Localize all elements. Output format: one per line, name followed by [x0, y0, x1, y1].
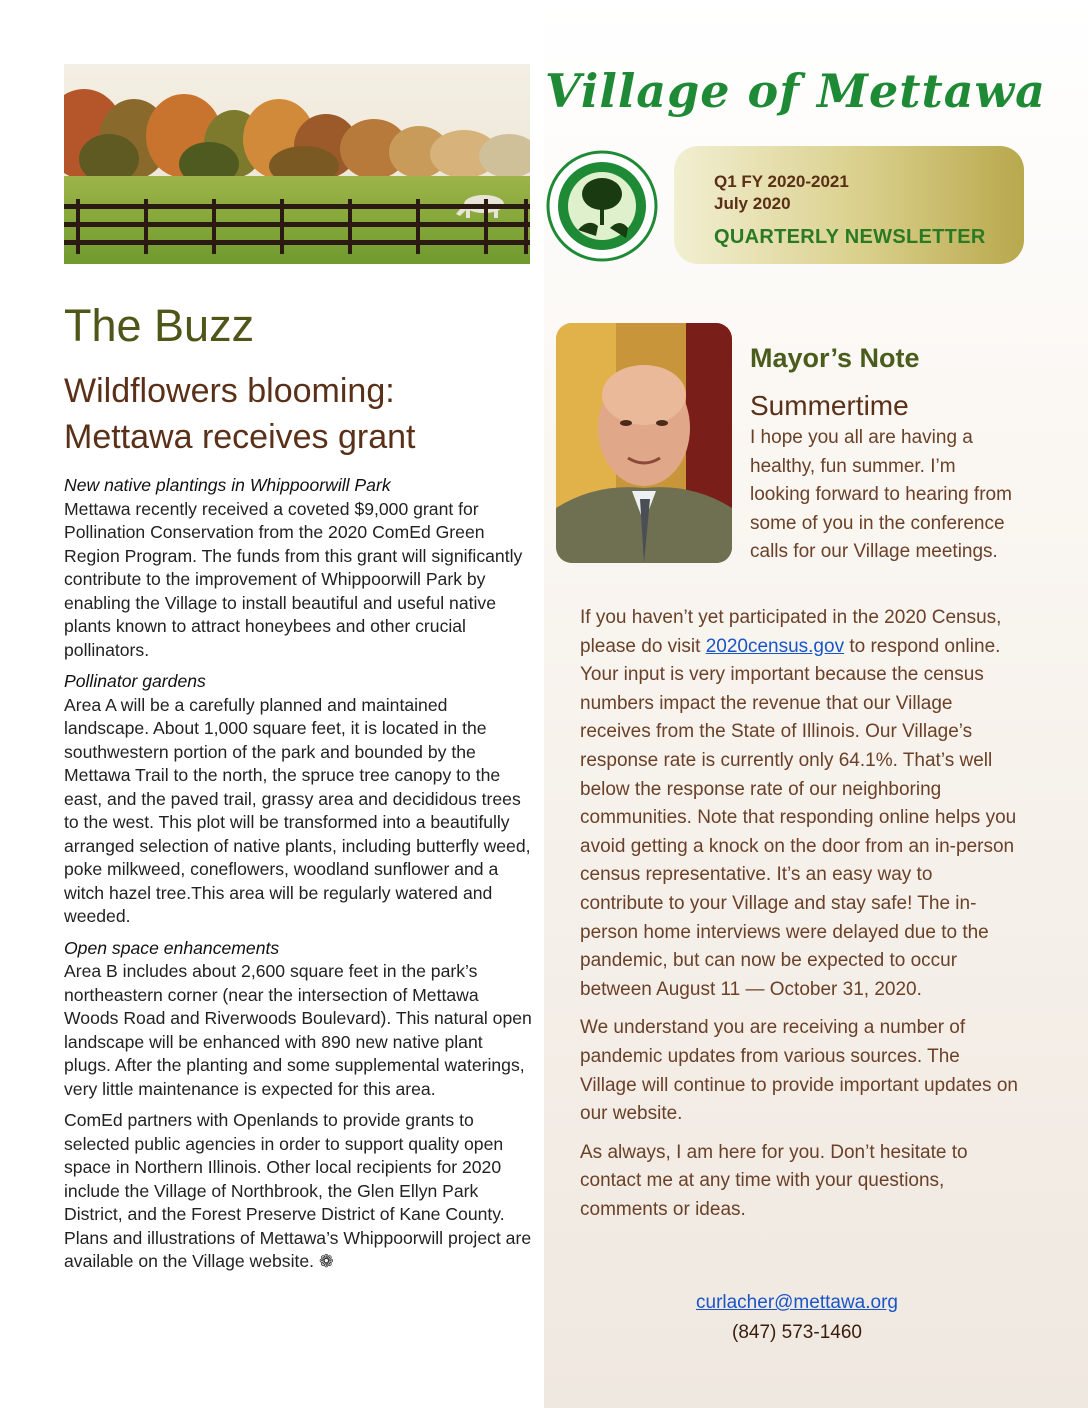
article-body: [64, 474, 534, 1282]
section-body: Area A will be a carefully planned and maintained landscape. About 1,000 square feet, it is located in the southwestern portion of the park and bounded by the Mettawa Trail to the north, the spruce tree canopy to the east, and the paved trail, grassy area and decididous trees to the west. This plot will be transformed into a beautifully arranged selection of native plants, including butterfly weed, poke milkweed, coneflowers, woodland sunflower and a witch hazel tree.This area will be regularly watered and weeded.: [64, 694, 531, 926]
contact-paragraph: As always, I am here for you. Don’t hesitate to contact me at any time with your questions, comments or ideas.: [580, 1141, 968, 1220]
pasture-photo: [64, 64, 530, 264]
mayor-note-body: [580, 604, 1020, 1234]
article-section: [64, 937, 534, 1102]
census-paragraph: [580, 604, 1020, 1004]
issue-date: July 2020: [714, 194, 791, 213]
section-subhead: New native plantings in Whippoorwill Park: [64, 475, 391, 495]
newsletter-type: QUARTERLY NEWSLETTER: [714, 226, 986, 248]
mayor-email-link[interactable]: curlacher@mettawa.org: [696, 1292, 898, 1313]
end-mark-icon: ❁: [318, 1251, 334, 1271]
updates-paragraph: We understand you are receiving a number of pandemic updates from various sources. The Village will continue to provide important updates on our website.: [580, 1017, 1018, 1125]
masthead-title: Village of Mettawa: [545, 64, 1046, 118]
section-body: Mettawa recently received a coveted $9,000 grant for Pollination Conservation from the 2020 ComEd Green Region Program. The funds from this grant will significantly contribute to the improvement of Whippoorwill Park by enabling the Village to install beautiful and useful native plants known to attract honeybees and other crucial pollinators.: [64, 498, 523, 660]
article-section: [64, 474, 534, 662]
census-text-before: If you haven’t yet participated in the 2020 Census, please do visit: [580, 607, 1002, 657]
section-subhead: Open space enhancements: [64, 937, 280, 958]
article-closing: [64, 1109, 534, 1274]
headline-line-1: Wildflowers blooming:: [64, 372, 395, 410]
article-headline: [64, 368, 534, 460]
mayor-portrait: [556, 323, 732, 563]
issue-period: Q1 FY 2020-2021: [714, 172, 849, 191]
headline-line-2: Mettawa receives grant: [64, 418, 416, 456]
census-link[interactable]: 2020census.gov: [705, 635, 845, 657]
section-body: Area B includes about 2,600 square feet in the park’s northeastern corner (near the intersection of Mettawa Woods Road and Riverwoods Boulevard). This natural open landscape will be enhanced with 890 new native plant plugs. After the planting and some supplemental waterings, very little maintenance is expected for this area.: [64, 961, 532, 1099]
mayor-intro-text: I hope you all are having a healthy, fun summer. I’m looking forward to hearing from some of you in the conference calls for our Village meetings.: [750, 427, 1012, 563]
mayor-note-heading: Mayor’s Note: [750, 343, 920, 373]
village-seal-logo: [540, 148, 664, 268]
section-subhead: Pollinator gardens: [64, 671, 206, 691]
section-title: The Buzz: [64, 300, 255, 351]
closing-text: ComEd partners with Openlands to provide grants to selected public agencies in order to support quality open space in Northern Illinois. Other local recipients for 2020 include the Village of Northbrook, the Glen Ellyn Park District, and the Forest Preserve District of Kane County. Plans and illustrations of Mettawa’s Whippoorwill project are available on the Village website.: [64, 1110, 532, 1271]
mayor-note-subheading: Summertime: [750, 390, 909, 421]
census-text-after: to respond online. Your input is very important because the census numbers impact the revenue that our Village receives from the State of Illinois. Our Village’s response rate is currently only 64.1%. That’s well below the response rate of our neighboring communities. Note that responding online helps you avoid getting a knock on the door from an in-person census representative. It’s an easy way to contribute to your Village and stay safe! The in-person home interviews were delayed due to the pandemic, but can now be expected to occur between August 11 — October 31, 2020.: [580, 635, 1017, 1000]
article-section: [64, 670, 534, 929]
mayor-phone: (847) 573-1460: [732, 1322, 862, 1343]
